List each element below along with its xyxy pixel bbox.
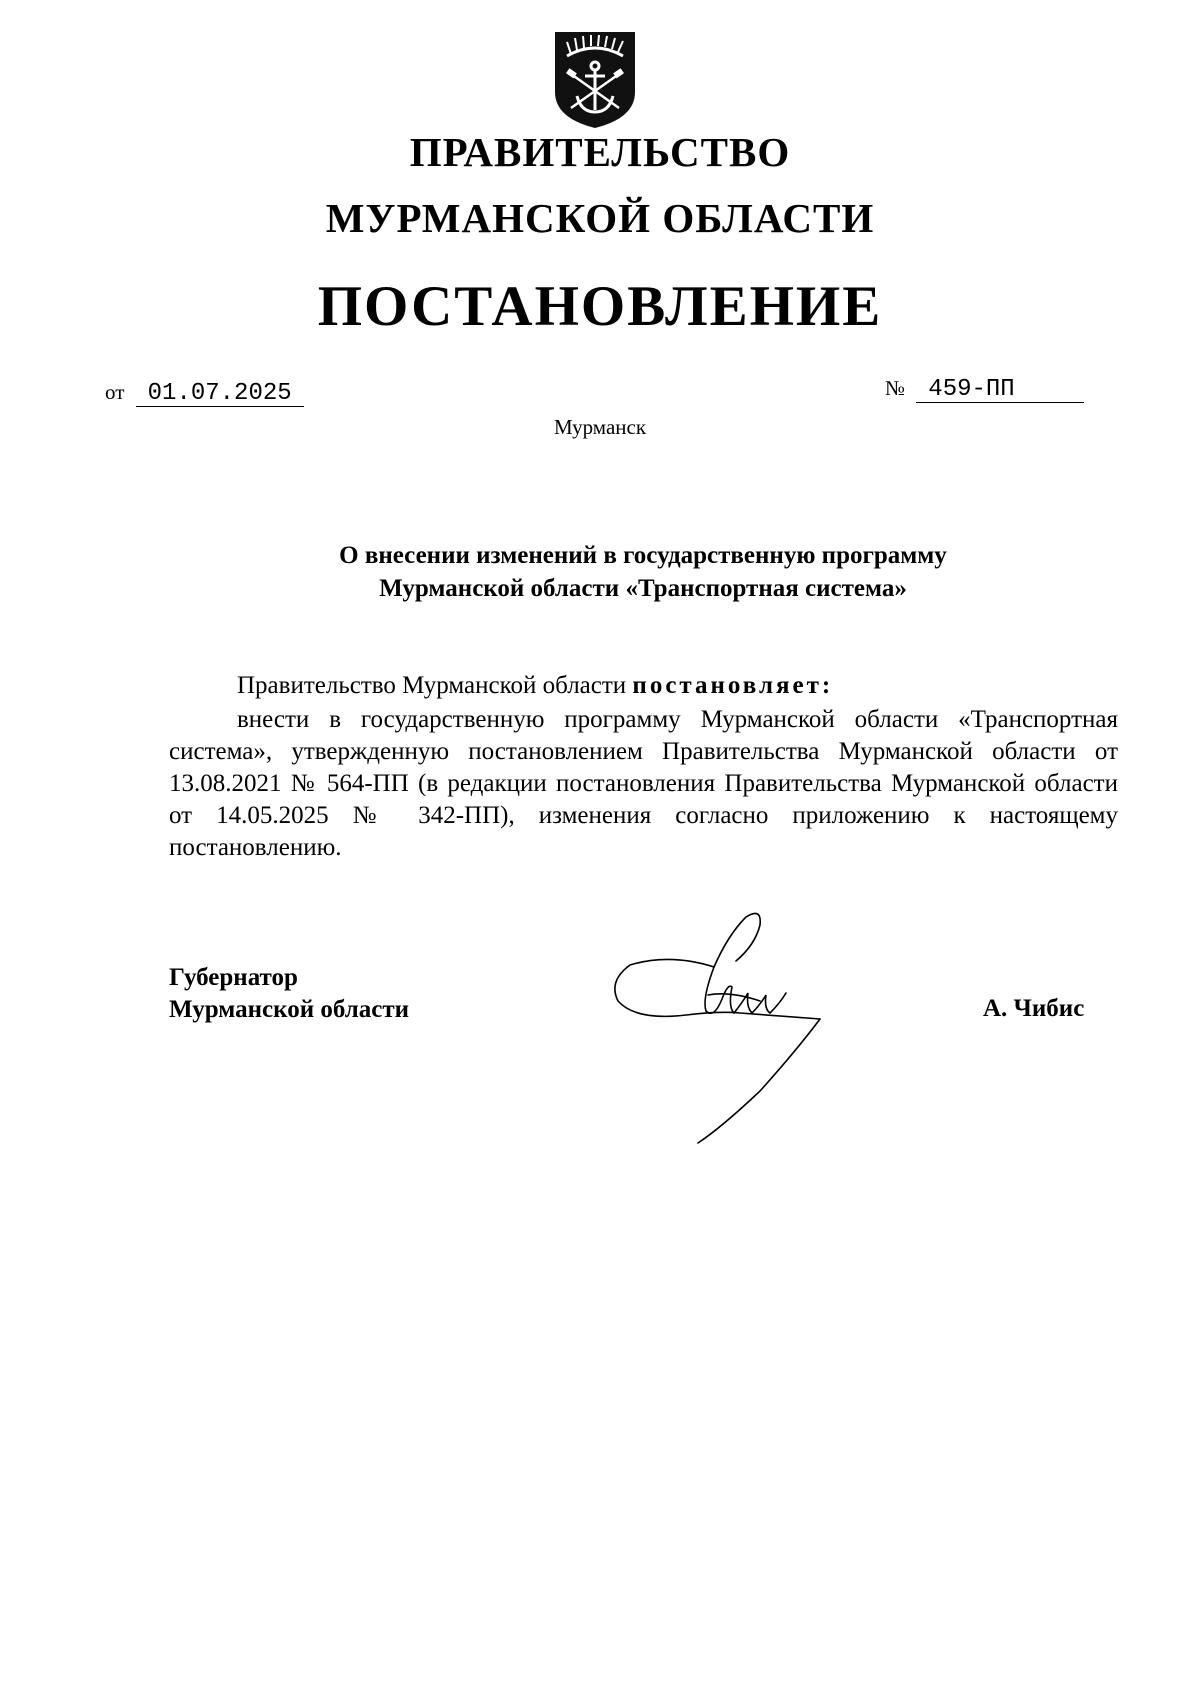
handwritten-signature-icon <box>610 895 880 1145</box>
decree-intro-text: Правительство Мурманской области <box>237 672 627 699</box>
date-field <box>105 380 304 407</box>
signatory-title <box>169 962 409 1026</box>
org-name-line1: ПРАВИТЕЛЬСТВО <box>409 129 791 175</box>
document-type-title: ПОСТАНОВЛЕНИЕ <box>317 275 883 338</box>
signatory-title-line1: Губернатор <box>169 964 298 991</box>
number-value: 459-ПП <box>916 378 1084 403</box>
decree-word: постановляет: <box>632 672 834 699</box>
coat-of-arms-icon <box>553 30 637 130</box>
date-value: 01.07.2025 <box>136 382 304 407</box>
signatory-title-line2: Мурманской области <box>169 996 410 1023</box>
decree-intro <box>237 672 833 700</box>
org-name-line2: МУРМАНСКОЙ ОБЛАСТИ <box>325 195 875 241</box>
date-prefix: от <box>105 380 125 404</box>
city-name: Мурманск <box>553 415 647 439</box>
decree-body-paragraph: внести в государственную программу Мурманской области «Транспортная система», утвержденную постановлением Правительства Мурманской области от 13.08.2021 № 564-ПП (в редакции постановления Правительства Мурманской области от 14.05.2025 № 342-ПП), изменения согласно приложению к настоящему постановлению. <box>169 706 1118 861</box>
number-field <box>885 376 1084 403</box>
subject-line1: О внесении изменений в государственную программу <box>339 542 947 569</box>
subject-line2: Мурманской области «Транспортная система» <box>379 575 907 602</box>
number-prefix: № <box>885 376 906 400</box>
signatory-name: А. Чибис <box>983 995 1085 1022</box>
